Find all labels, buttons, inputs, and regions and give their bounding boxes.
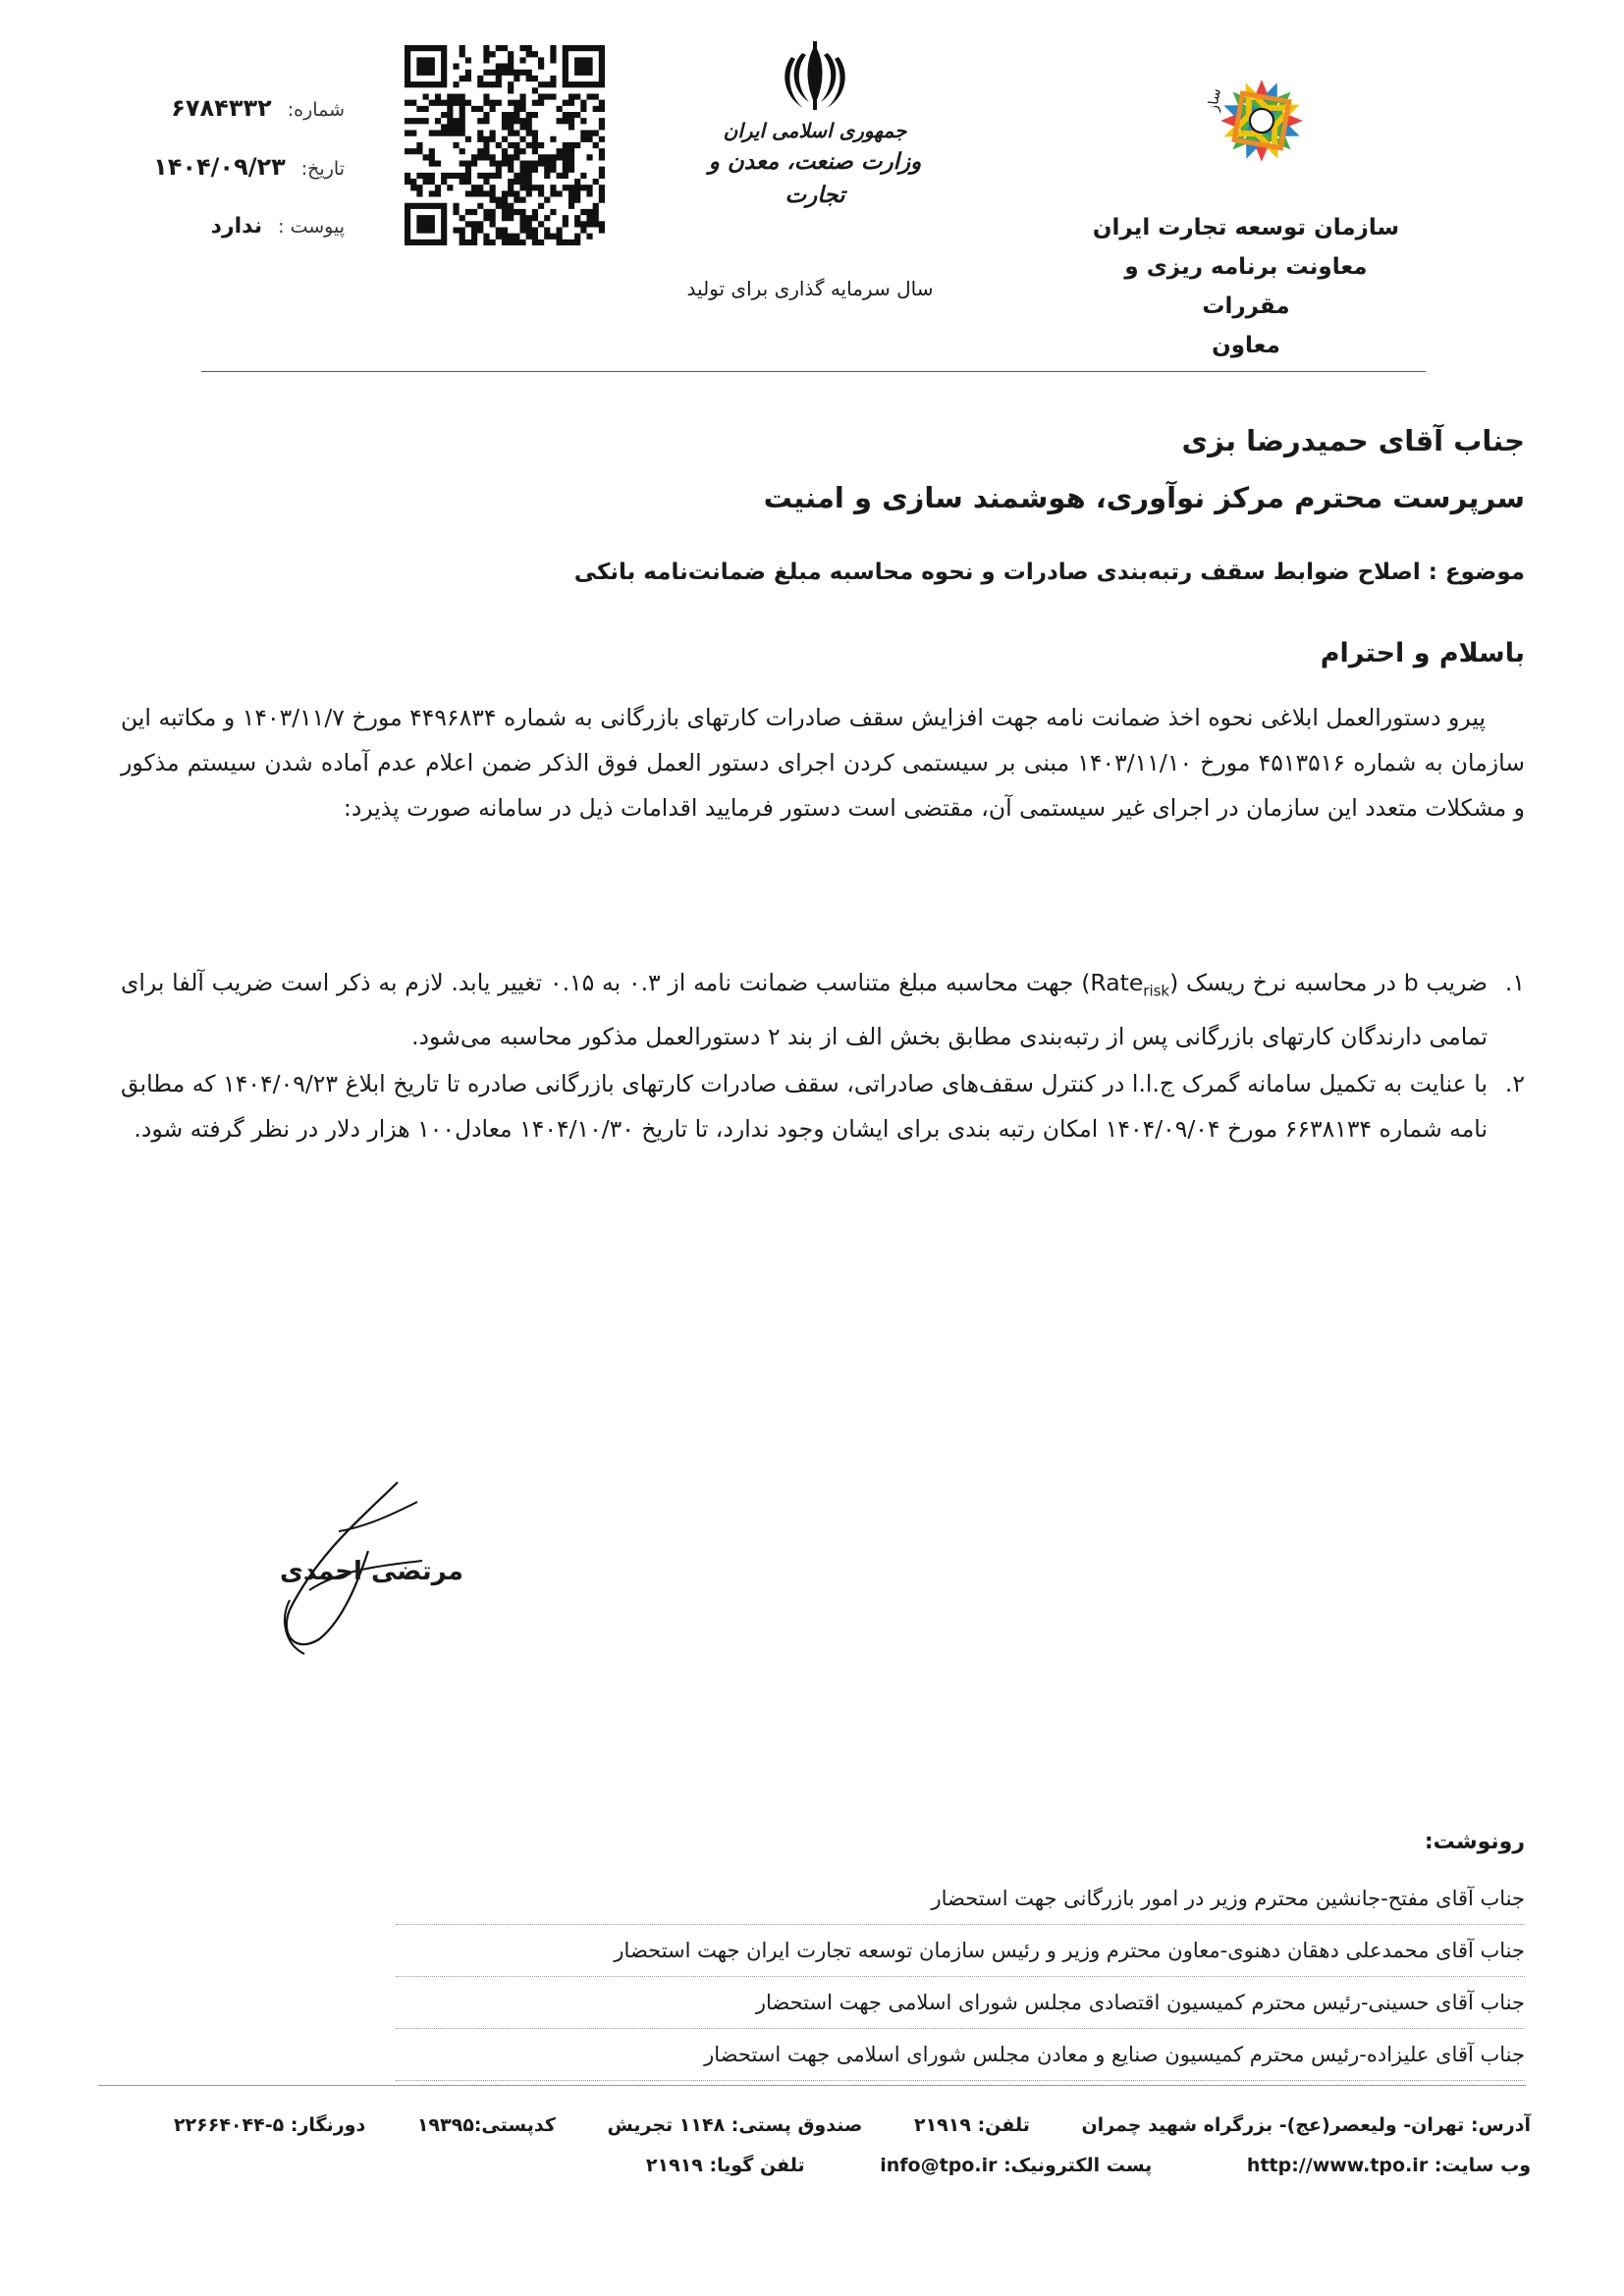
item-number: ۱.	[1504, 969, 1525, 996]
rate-label: Rate	[1090, 969, 1144, 996]
header-divider	[201, 371, 1426, 372]
greeting: باسلام و احترام	[1320, 638, 1525, 668]
action-items	[121, 960, 1525, 1153]
footer-email[interactable]: پست الکترونیک: info@tpo.ir	[880, 2155, 1153, 2176]
letter-date-row	[153, 153, 345, 181]
footer-voice-phone: تلفن گویا: ۲۱۹۱۹	[645, 2155, 805, 2176]
signer-name: مرتضی احمدی	[280, 1557, 463, 1586]
cc-list	[396, 1873, 1525, 2081]
item-text-post: ) جهت محاسبه مبلغ متناسب ضمانت نامه از ۰.۳ به ۰.۱۵ تغییر یابد. لازم به ذکر است ضریب آلفا برای تمامی دارندگان کارتهای بازرگانی پس از رتبه‌بندی مطابق بخش الف از بند ۲ دستورالعمل مذکور محاسبه می‌شود.	[121, 969, 1488, 1050]
cc-item: جناب آقای علیزاده-رئیس محترم کمیسیون صنایع و معادن مجلس شورای اسلامی جهت استحضار	[396, 2029, 1525, 2081]
svg-text:Trade Promotion Organization o	[1178, 18, 1185, 22]
intro-text: پیرو دستورالعمل ابلاغی نحوه اخذ ضمانت نامه جهت افزایش سقف صادرات کارتهای بازرگانی به شماره ۴۴۹۶۸۳۴ مورخ ۱۴۰۳/۱۱/۷ و مکاتبه این سازمان به شماره ۴۵۱۳۵۱۶ مورخ ۱۴۰۳/۱۱/۱۰ مبنی بر سیستمی کردن اجرای دستور العمل فوق الذکر ضمن اعلام عدم آماده شدن سیستم مذکور و مشکلات متعدد این سازمان در اجرای غیر سیستمی آن، مقتضی است دستور فرمایید اقدامات ذیل در سامانه صورت پذیرد:	[121, 704, 1525, 822]
gov-line-1: جمهوری اسلامی ایران	[723, 119, 907, 142]
rate-risk-symbol	[1090, 969, 1170, 1000]
item-text-pre: ضریب b در محاسبه نرخ ریسک (	[1169, 969, 1488, 996]
item-text: با عنایت به تکمیل سامانه گمرک ج.ا.ا در کنترل سقف‌های صادراتی، سقف صادرات کارتهای بازرگانی صادره تا تاریخ ابلاغ ۱۴۰۴/۰۹/۲۳ که مطابق نامه شماره ۶۶۳۸۱۳۴ مورخ ۱۴۰۴/۰۹/۰۴ امکان رتبه بندی برای ایشان وجود ندارد، تا تاریخ ۱۴۰۴/۱۰/۳۰ معادل۱۰۰ هزار دلار در نظر گرفته شود.	[121, 1069, 1488, 1143]
cc-item: جناب آقای مفتح-جانشین محترم وزیر در امور بازرگانی جهت استحضار	[396, 1873, 1525, 1925]
letter-date: ۱۴۰۴/۰۹/۲۳	[153, 153, 286, 181]
footer-postal-code: کدپستی:۱۹۳۹۵	[416, 2114, 556, 2136]
attachment-label: پیوست :	[278, 216, 345, 238]
footer-address: آدرس: تهران- ولیعصر(عج)- بزرگراه شهید چمران	[1081, 2114, 1531, 2136]
logo-arc-en	[1178, 18, 1185, 22]
org-name: سازمان توسعه تجارت ایران	[1092, 215, 1400, 240]
footer-po-box: صندوق پستی: ۱۱۴۸ تجریش	[607, 2114, 863, 2136]
rate-subscript: risk	[1143, 982, 1170, 1000]
recipient-block	[764, 412, 1525, 526]
action-item-2	[121, 1061, 1525, 1151]
footer-phone: تلفن: ۲۱۹۱۹	[913, 2114, 1030, 2136]
logo-arc-fa: ساز	[1205, 86, 1225, 113]
year-slogan: سال سرمایه گذاری برای تولید	[686, 277, 934, 300]
qr-code-icon[interactable]	[405, 45, 605, 245]
footer-fax: دورنگار: ۵-۲۲۶۶۴۰۴۴	[173, 2114, 366, 2136]
letter-subject: موضوع : اصلاح ضوابط سقف رتبه‌بندی صادرات و نحوه محاسبه مبلغ ضمانت‌نامه بانکی	[573, 560, 1525, 585]
recipient-name: جناب آقای حمیدرضا بزی	[1181, 424, 1525, 457]
cc-title: رونوشت:	[1424, 1830, 1525, 1854]
recipient-title: سرپرست محترم مرکز نوآوری، هوشمند سازی و امنیت	[763, 481, 1525, 514]
intro-paragraph	[121, 695, 1525, 830]
ministry-title	[687, 116, 943, 212]
attachment-row	[211, 214, 345, 239]
svg-text:سازمان توسعه تجارت ایران	[1178, 18, 1224, 113]
org-heading	[1089, 208, 1403, 365]
attachment-value: ندارد	[210, 214, 263, 239]
date-label: تاریخ:	[300, 158, 345, 180]
footer-contact-line	[164, 2114, 1531, 2136]
cc-item: جناب آقای حسینی-رئیس محترم کمیسیون اقتصادی مجلس شورای اسلامی جهت استحضار	[396, 1977, 1525, 2029]
number-label: شماره:	[287, 99, 345, 121]
iran-emblem-icon	[776, 39, 854, 114]
action-item-1	[121, 960, 1525, 1059]
footer-website[interactable]: وب سایت: http://www.tpo.ir	[1246, 2155, 1531, 2176]
letter-number-row	[171, 94, 345, 122]
tpo-logo	[1178, 18, 1394, 204]
org-department: معاونت برنامه ریزی و مقررات	[1124, 254, 1368, 319]
footer-divider	[98, 2085, 1526, 2086]
org-position: معاون	[1212, 333, 1280, 358]
gov-line-2: وزارت صنعت، معدن و تجارت	[708, 149, 922, 208]
cc-item: جناب آقای محمدعلی دهقان دهنوی-معاون محترم وزیر و رئیس سازمان توسعه تجارت ایران جهت استحضار	[396, 1925, 1525, 1977]
letter-number: ۶۷۸۴۳۳۲	[171, 94, 272, 122]
footer-web-line	[636, 2155, 1531, 2176]
item-number: ۲.	[1504, 1069, 1525, 1097]
